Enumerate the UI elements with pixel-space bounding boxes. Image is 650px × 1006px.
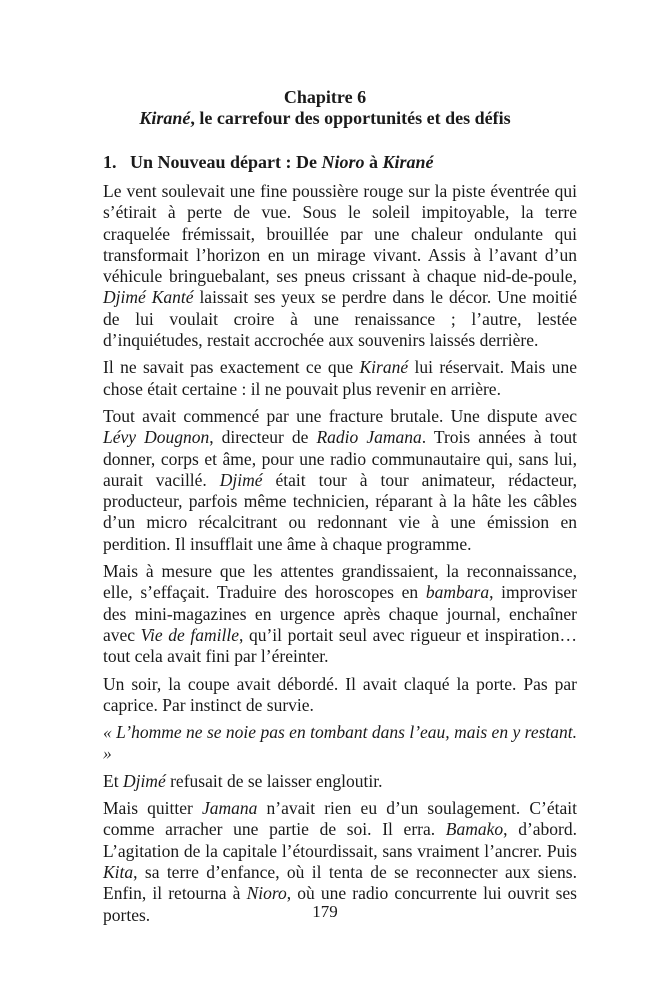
italic-text: Vie de famille bbox=[140, 624, 239, 645]
text-run: Un soir, la coupe avait débordé. Il avait claqué la porte. Pas par caprice. Par instinct de survie. bbox=[103, 673, 577, 715]
italic-text: Jamana bbox=[201, 798, 258, 819]
section-number: 1. bbox=[103, 152, 117, 172]
paragraph bbox=[103, 406, 577, 555]
section-text-1: Un Nouveau départ : De bbox=[130, 152, 322, 172]
text-run: . Trois années à tout donner, corps et âme, pour une radio communautaire qui, sans lui, aurait vacillé. bbox=[103, 427, 577, 490]
text-run: , d’abord. L’agitation de la capitale l’étourdissait, sans vraiment l’ancrer. Puis bbox=[103, 819, 577, 861]
section-place-1: Nioro bbox=[321, 152, 365, 172]
chapter-title-place: Kirané bbox=[139, 108, 191, 128]
text-run: n’avait rien eu d’un soulagement. C’était comme arracher une partie de soi. Il erra. bbox=[103, 798, 577, 840]
section-place-2: Kirané bbox=[382, 152, 434, 172]
text-run: Mais à mesure que les attentes grandissaient, la reconnaissance, elle, s’effaçait. Traduire des horoscopes en bbox=[103, 561, 577, 603]
paragraph bbox=[103, 771, 577, 792]
text-run: Mais quitter bbox=[103, 798, 202, 819]
text-run: , sa terre d’enfance, où il tenta de se reconnecter aux siens. Enfin, il retourna à bbox=[103, 861, 577, 904]
italic-text: Djimé bbox=[122, 770, 166, 791]
text-run: , directeur de bbox=[209, 427, 317, 448]
paragraph bbox=[103, 674, 577, 717]
section-text-2: à bbox=[364, 152, 383, 172]
body-text bbox=[103, 181, 577, 932]
text-run: était tour à tour animateur, rédacteur, producteur, parfois même technicien, réparant à la hâte les câbles d’un micro récalcitrant ou redonnant vie à une émission en perdition. Il insufflait une âme à chaque programme. bbox=[103, 469, 577, 554]
text-run: laissait ses yeux se perdre dans le décor. Une moitié de lui voulait croire à une renaissance ; l’autre, lestée d’inquiétudes, restait accrochée aux souvenirs laissés derrière. bbox=[103, 287, 577, 351]
paragraph bbox=[103, 357, 577, 400]
text-run: Tout avait commencé par une fracture brutale. Une dispute avec bbox=[103, 405, 577, 426]
text-run: refusait de se laisser engloutir. bbox=[165, 770, 383, 791]
italic-text: Kirané bbox=[359, 357, 409, 378]
chapter-title-rest: , le carrefour des opportunités et des défis bbox=[190, 108, 511, 128]
italic-text: Bamako bbox=[445, 819, 504, 840]
paragraph bbox=[103, 181, 577, 351]
italic-text: « L’homme ne se noie pas en tombant dans l’eau, mais en y restant. » bbox=[103, 722, 577, 764]
italic-text: Lévy Dougnon bbox=[103, 427, 210, 448]
paragraph bbox=[103, 722, 577, 765]
text-run: Et bbox=[103, 770, 123, 791]
chapter-title bbox=[0, 107, 650, 129]
text-run: Le vent soulevait une fine poussière rouge sur la piste éventrée qui s’étirait à perte de vue. Sous le soleil impitoyable, la terre craquelée frémissait, brouillée par une chaleur ondulante qui transformait l’horizon en un mirage vivant. Assis à l’avant d’un véhicule bringuebalant, ses pneus crissant à chaque nid-de-poule, bbox=[103, 181, 577, 287]
italic-text: Nioro bbox=[246, 883, 287, 904]
italic-text: Kita bbox=[103, 861, 134, 882]
text-run: , improviser des mini-magazines en urgence après chaque journal, enchaîner avec bbox=[103, 582, 577, 645]
text-run: , où une radio concurrente lui ouvrit ses portes. bbox=[103, 883, 577, 925]
paragraph bbox=[103, 561, 577, 667]
italic-text: Radio Jamana bbox=[316, 427, 422, 448]
text-run: Il ne savait pas exactement ce que bbox=[103, 357, 360, 378]
text-run: lui réservait. Mais une chose était certaine : il ne pouvait plus revenir en arrière. bbox=[103, 357, 577, 399]
italic-text: Djimé bbox=[219, 469, 263, 490]
section-heading bbox=[103, 151, 434, 173]
italic-text: bambara bbox=[425, 582, 490, 603]
chapter-number: Chapitre 6 bbox=[283, 87, 367, 107]
page-number: 179 bbox=[312, 902, 338, 921]
text-run: , qu’il portait seul avec rigueur et inspiration… tout cela avait fini par l’éreinter. bbox=[103, 624, 577, 667]
italic-text: Djimé Kanté bbox=[103, 287, 194, 308]
